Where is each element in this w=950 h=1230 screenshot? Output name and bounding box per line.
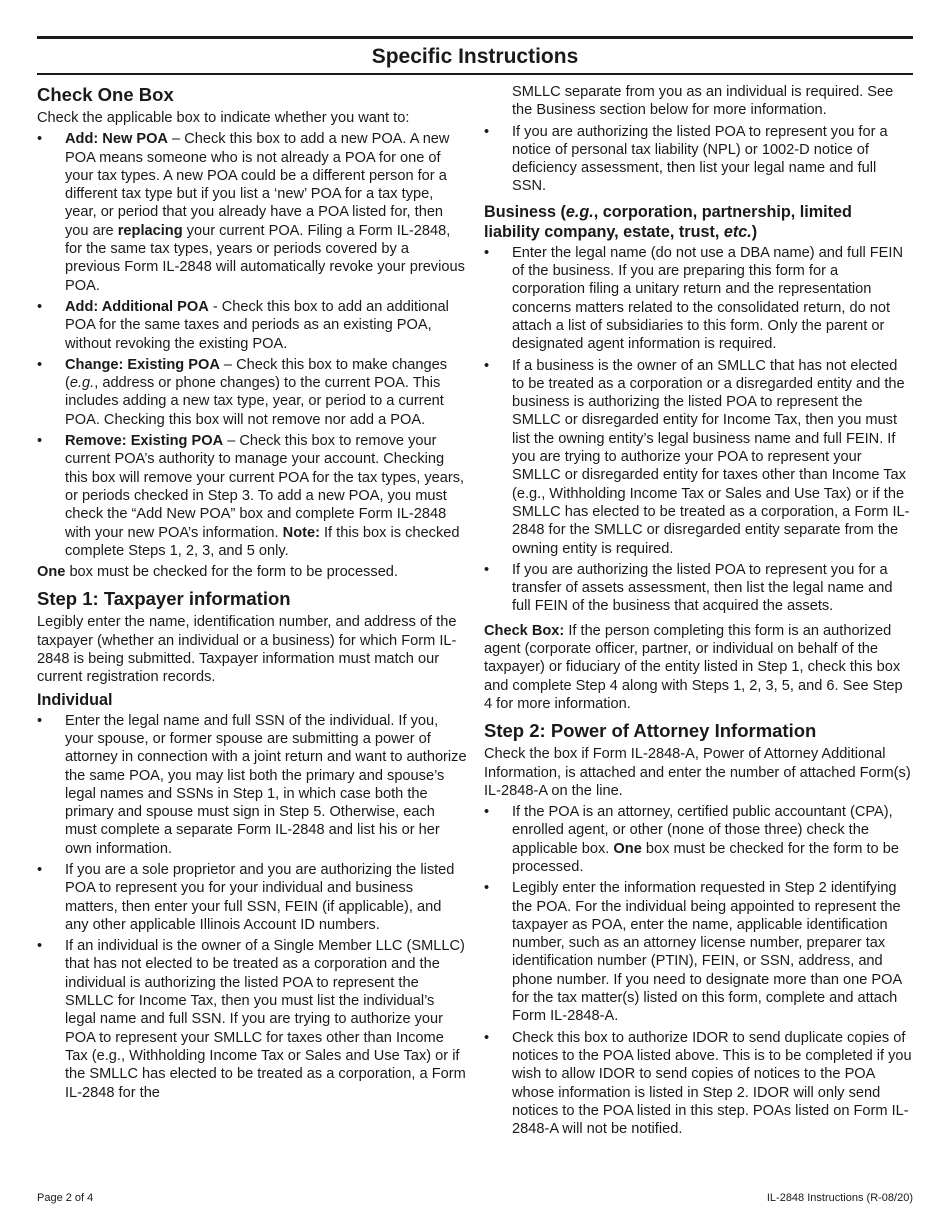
list-item: • If you are authorizing the listed POA to represent you for a notice of personal tax liability (NPL) or 1002-D notice of deficiency assessment, then list your legal name and full SSN. [484,123,888,195]
right-column [484,83,912,1141]
step2-heading: Step 2: Power of Attorney Information [484,720,817,742]
list-item: • Add: Additional POA - Check this box to add an additional POA for the same taxes and periods as an existing POA, without revoking the existing POA. [37,298,449,352]
check-one-box-footer: One box must be checked for the form to be processed. [37,564,398,581]
business-list [484,244,912,616]
list-item: • Change: Existing POA – Check this box to make changes (e.g., address or phone changes) to the current POA. This includes adding a new tax type, year, or period to a current POA. Checking this box will not remove nor add a POA. [37,356,448,428]
page-number: Page 2 of 4 [37,1192,94,1204]
individual-heading: Individual [37,690,113,709]
page-title: Specific Instructions [371,45,579,68]
list-item: • If a business is the owner of an SMLLC that has not elected to be treated as a corporation or a disregarded entity and the business is authorizing the listed POA to represent the SMLLC or disregarded entity for Income Tax, then you must list the owning entity’s legal business name and full FEIN. If you are trying to authorize your POA to represent your SMLLC or disregarded entity for taxes other than Income Tax (e.g., Withholding Income Tax or Sales and Use Tax) or if the SMLLC has elected to be treated as a corporation, a Form IL-2848 for the SMLLC or disregarded entity separate from the owning entity is required. [484,357,910,557]
check-one-box-heading: Check One Box [37,84,174,105]
list-item: • If you are authorizing the listed POA to represent you for a transfer of assets assessment, then list the legal name and full FEIN of the business that acquired the assets. [484,561,893,615]
individual-continuation: SMLLC separate from you as an individual is required. See the Business section below for more information. [512,84,894,119]
step2-intro: Check the box if Form IL-2848-A, Power of Attorney Additional Information, is attached and enter the number of attached Form(s) IL-2848-A on the line. [484,746,911,799]
list-item: • Remove: Existing POA – Check this box to remove your current POA’s authority to manage your account. Checking this box will remove your current POA for the tax types, years, or periods checked in Step 3. To add a new POA, you must check the “Add New POA” box and complete Form IL-2848 with your new POA’s information. Note: If this box is checked complete Steps 1, 2, 3, and 5 only. [37,433,465,559]
list-item: • Enter the legal name (do not use a DBA name) and full FEIN of the business. If you are preparing this form for a corporation filing a unitary return and the representation concerns matters related to the consolidated return, do not attach a list of subsidiaries to this form. Only the parent or designated agent information is required. [484,244,904,353]
check-one-box-list [37,130,467,560]
columns [37,75,913,1195]
left-column [37,83,467,1105]
list-item: • If an individual is the owner of a Single Member LLC (SMLLC) that has not elected to be treated as a corporation and the individual is authorizing the listed POA to represent the SMLLC for Income Tax, then you must list the individual’s legal name and full SSN. If you are trying to authorize your POA to represent your SMLLC for taxes other than Income Tax (e.g., Withholding Income Tax or Sales and Use Tax) or if the SMLLC has elected to be treated as a corporation, a Form IL-2848 for the [37,938,466,1101]
list-item: • If you are a sole proprietor and you are authorizing the listed POA to represent you for your individual and business matters, then enter your full SSN, FEIN (if applicable), and any other applicable Illinois Account ID numbers. [37,861,455,933]
step1-intro: Legibly enter the name, identification number, and address of the taxpayer (whether an individual or a business) for which Form IL-2848 is being submitted. Taxpayer information must match our current registration records. [37,614,457,686]
page [37,36,913,1195]
step1-heading: Step 1: Taxpayer information [37,588,291,610]
step2-list [484,803,912,1138]
check-one-box-intro: Check the applicable box to indicate whether you want to: [37,110,410,126]
list-item: • Legibly enter the information requested in Step 2 identifying the POA. For the individual being appointed to represent the taxpayer as POA, enter the name, applicable identification number, such as an attorney license number, preparer tax identification number (PTIN), FEIN, or SSN, address, and phone number. If you need to designate more than one POA for the tax matter(s) listed on this form, complete and attach Form IL-2848-A. [484,880,902,1025]
list-item: • If the POA is an attorney, certified public accountant (CPA), enrolled agent, or other (none of those three) check the applicable box. One box must be checked for the form to be processed. [484,804,899,875]
list-item: • Check this box to authorize IDOR to send duplicate copies of notices to the POA listed above. This is to be completed if you wish to allow IDOR to send copies of notices to the POA whose information is listed in Step 2. IDOR will only send notices to the POA listed in this step. POAs listed on Form IL-2848-A will not be notified. [484,1029,912,1138]
check-box-paragraph: Check Box: If the person completing this form is an authorized agent (corporate officer, partner, or individual on behalf of the taxpayer) or fiduciary of the entity listed in Step 1, check this box and complete Step 4 along with Steps 1, 2, 3, 5, and 6. See Step 4 for more information. [484,622,903,712]
form-revision: IL-2848 Instructions (R-08/20) [766,1192,913,1204]
list-item: • Add: New POA – Check this box to add a new POA. A new POA means someone who is not already a POA for one of your tax types. A new POA could be a different person for a different tax type but if you list a ‘new’ POA for a tax type, year, or period that you already have a POA listed for, then you are replacing your current POA. Filing a Form IL-2848, for the same tax types, years or periods covered by a previous Form IL-2848 will automatically revoke your previous POA. [37,131,465,294]
individual-list-continued [484,123,912,196]
business-heading: Business (e.g., corporation, partnership, limited liability company, estate, trust, etc.) [484,202,852,241]
list-item: • Enter the legal name and full SSN of the individual. If you, your spouse, or former spouse are submitting a power of attorney in connection with a joint return and want to authorize the same POA, you may list both the primary and spouse’s legal names and SSNs in Step 1, in which case both the primary and spouse must sign in Step 5. Otherwise, each must complete a separate Form IL-2848 and list his or her own information. [37,712,467,857]
individual-list [37,712,467,1102]
top-rule [37,36,913,39]
